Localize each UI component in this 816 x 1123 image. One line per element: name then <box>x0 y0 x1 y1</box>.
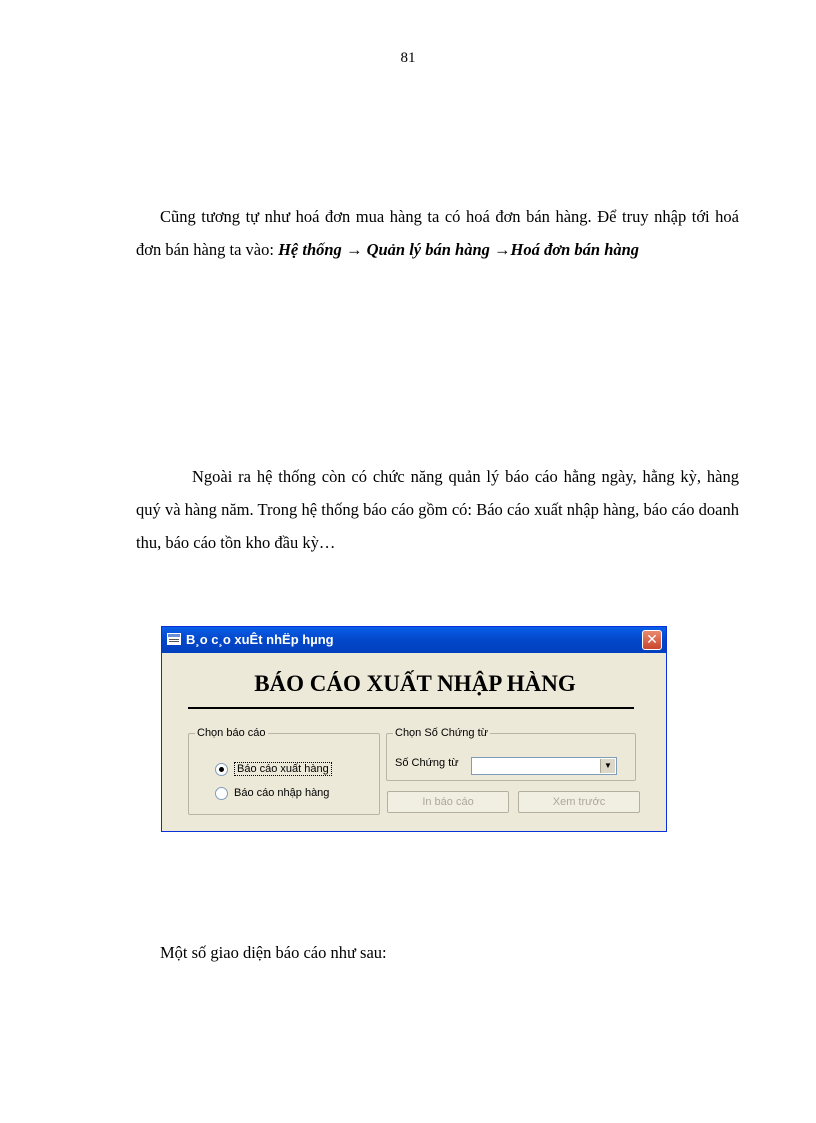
voucher-select-group <box>386 727 636 781</box>
print-report-button[interactable]: In báo cáo <box>387 791 509 813</box>
voucher-number-combobox[interactable] <box>471 757 617 775</box>
radio-button-unchecked[interactable] <box>215 787 228 800</box>
radio-export-report[interactable] <box>215 761 332 777</box>
paragraph-invoice-access <box>136 200 739 266</box>
voucher-number-label: Số Chứng từ <box>395 757 459 769</box>
radio-export-label[interactable]: Báo cáo xuất hàng <box>234 762 332 776</box>
arrow-icon: → <box>489 240 511 259</box>
report-heading: BÁO CÁO XUẤT NHẬP HÀNG <box>254 671 576 696</box>
paragraph-report-interfaces: Một số giao diện báo cáo như sau: <box>160 943 387 962</box>
dialog-titlebar[interactable] <box>162 627 666 653</box>
report-dialog-window <box>161 626 667 832</box>
app-window-icon <box>167 633 181 645</box>
dropdown-arrow-icon[interactable]: ▼ <box>600 759 615 773</box>
preview-button[interactable]: Xem trước <box>518 791 640 813</box>
menu-path-sales-management: Quản lý bán hàng <box>366 240 490 259</box>
dialog-title: B¸o c¸o xuÊt nhËp hµng <box>186 632 334 647</box>
page-number: 81 <box>400 50 416 66</box>
paragraph-invoice-text: Cũng tương tự như hoá đơn mua hàng ta có hoá đơn bán hàng. Để truy nhập tới hoá đơn bán hàng ta vào: <box>136 207 739 259</box>
voucher-select-legend: Chọn Số Chứng từ <box>395 727 489 739</box>
radio-button-checked[interactable] <box>215 763 228 776</box>
report-select-group <box>188 727 380 815</box>
menu-path-sales-invoice: Hoá đơn bán hàng <box>510 240 640 259</box>
report-select-legend: Chọn báo cáo <box>197 727 266 739</box>
paragraph-report-features: Ngoài ra hệ thống còn có chức năng quản lý báo cáo hằng ngày, hằng kỳ, hàng quý và hàng năm. Trong hệ thống báo cáo gồm có: Báo cáo xuất nhập hàng, báo cáo doanh thu, báo cáo tồn kho đầu kỳ… <box>136 467 739 552</box>
menu-path-system: Hệ thống <box>278 240 342 259</box>
radio-import-report[interactable] <box>215 785 329 801</box>
close-button[interactable] <box>642 630 662 650</box>
close-icon: ✕ <box>646 631 658 647</box>
radio-import-label[interactable]: Báo cáo nhập hàng <box>234 787 330 799</box>
arrow-icon: → <box>341 240 367 259</box>
heading-divider <box>188 707 634 709</box>
